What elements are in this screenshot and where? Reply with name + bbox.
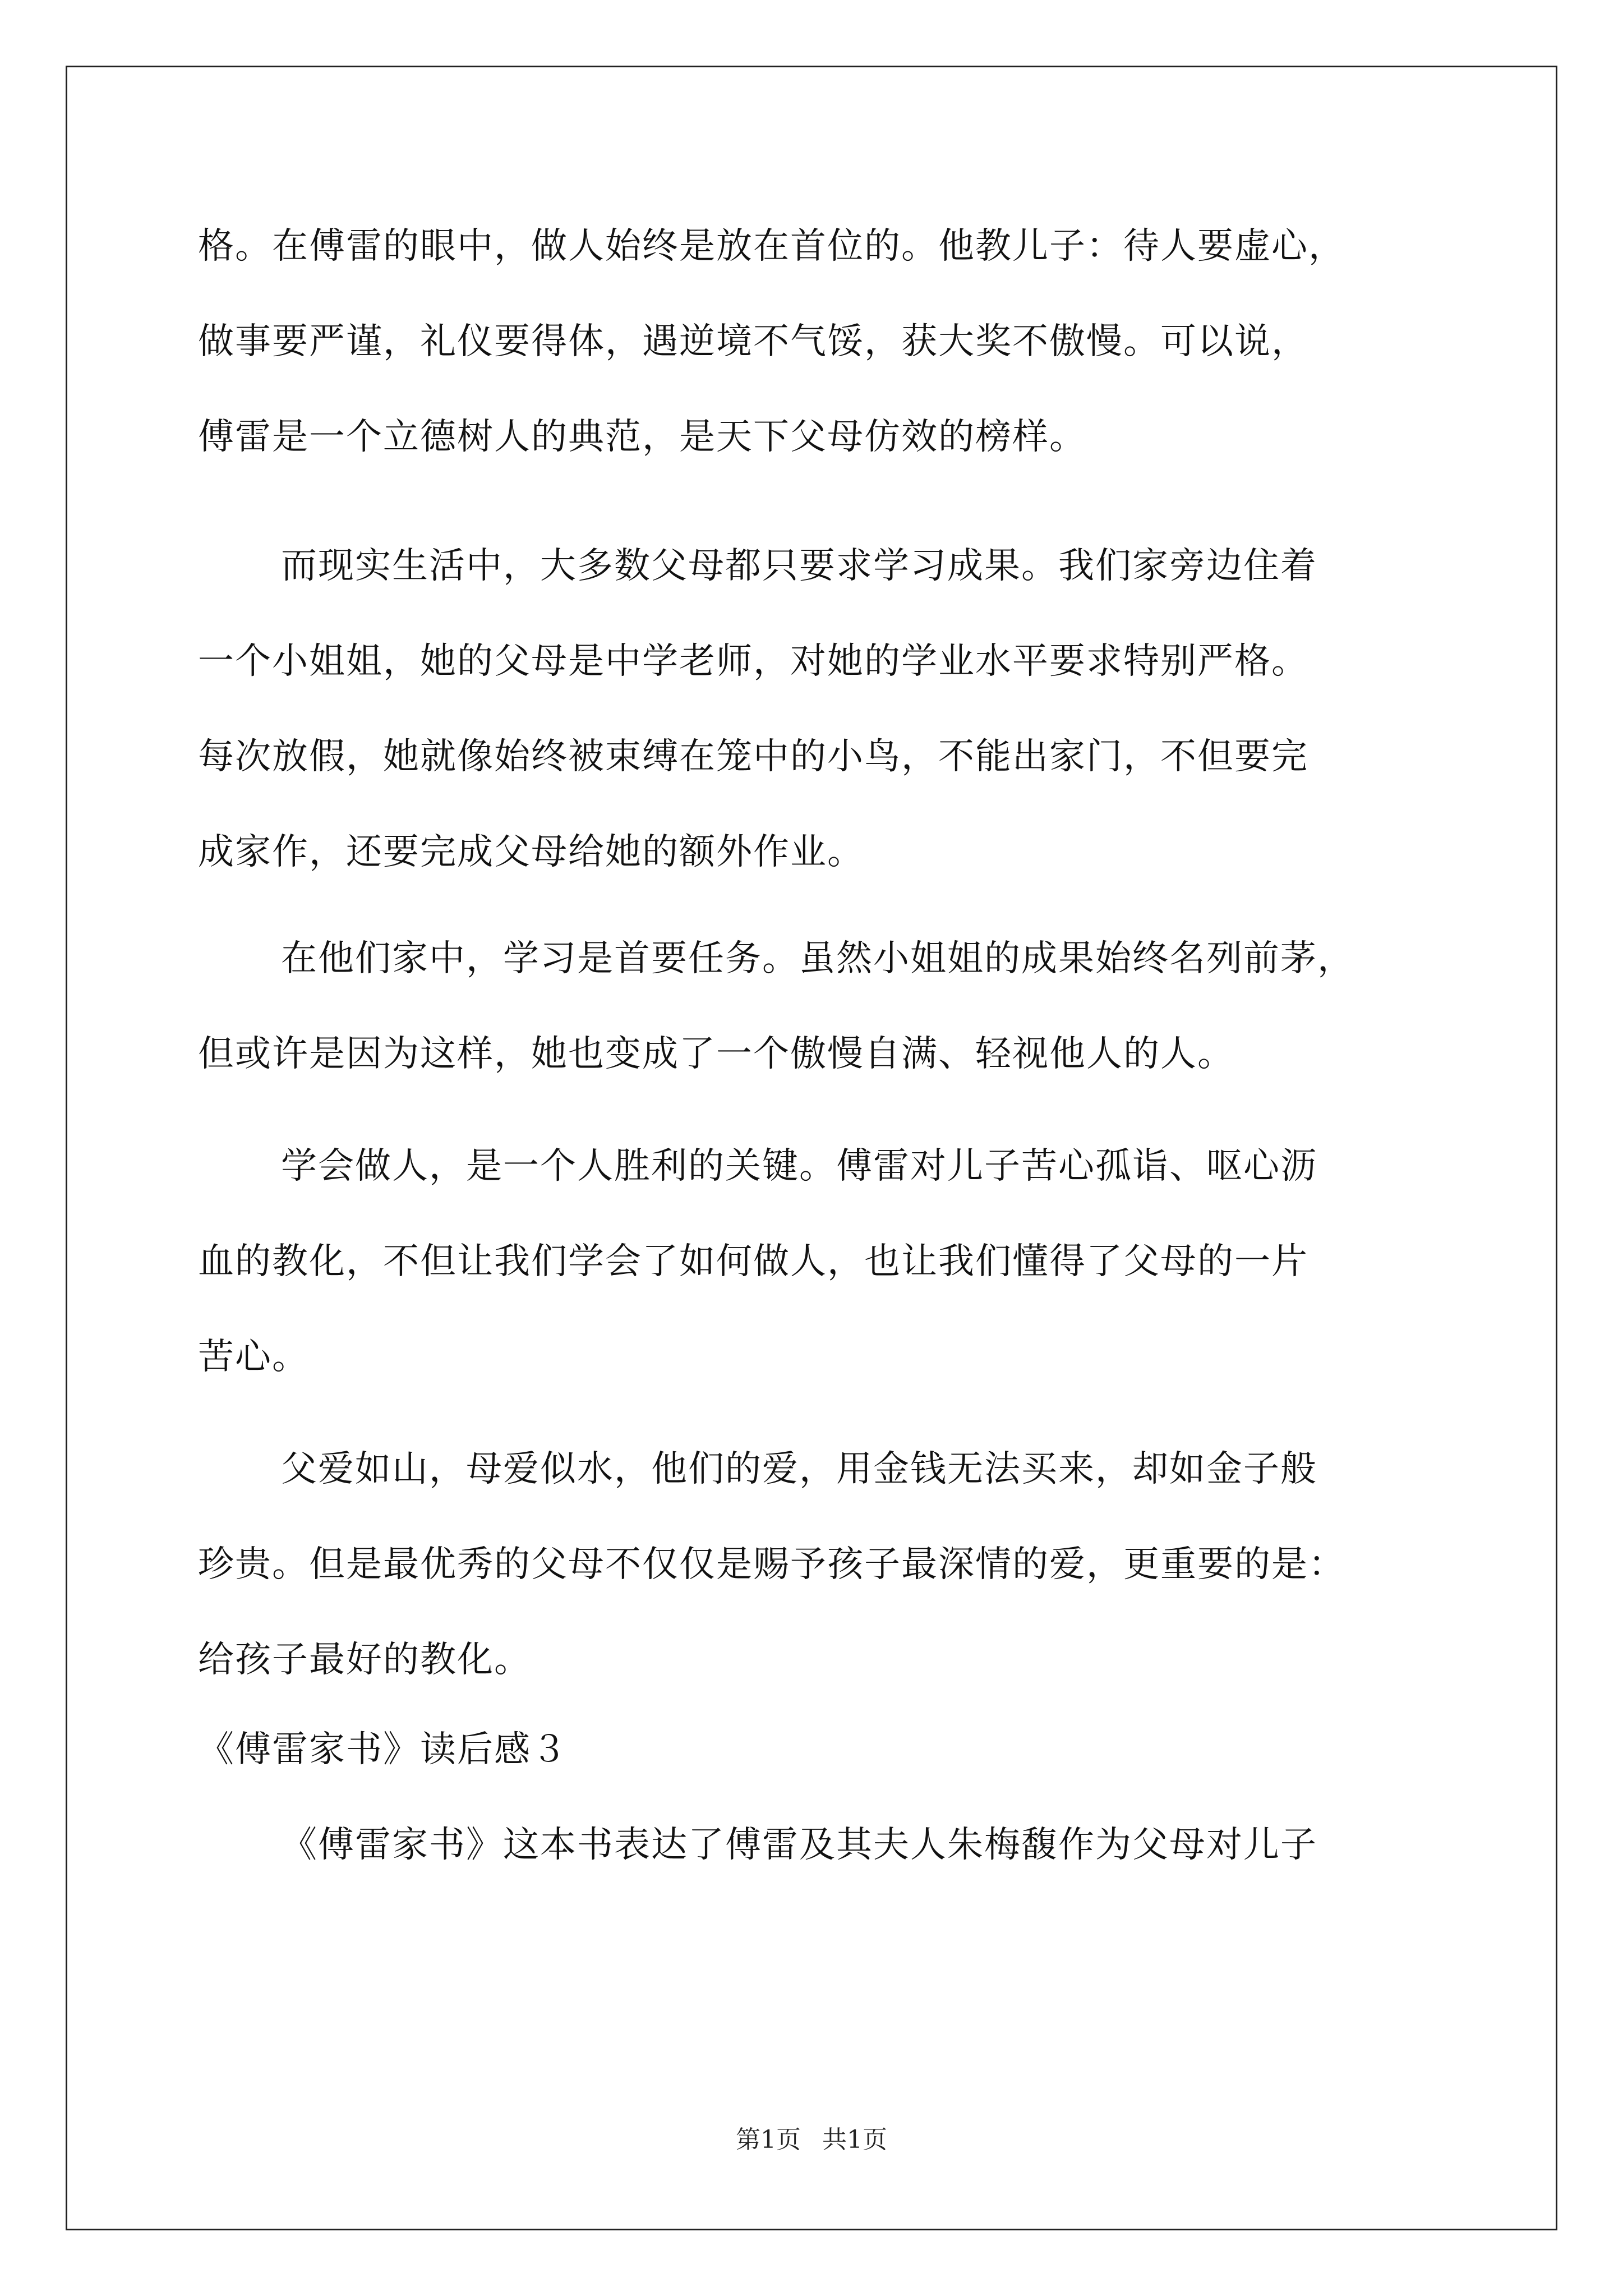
paragraph-line: 但或许是因为这样，她也变成了一个傲慢自满、轻视他人的人。 [198,1033,1234,1075]
paragraph-line: 《傅雷家书》这本书表达了傅雷及其夫人朱梅馥作为父母对儿子 [281,1824,1317,1866]
page-total: 共1页 [822,2125,887,2154]
section-heading: 《傅雷家书》读后感３ [198,1729,568,1770]
paragraph-line: 傅雷是一个立德树人的典范，是天下父母仿效的榜样。 [198,416,1086,458]
page-footer [0,2125,1623,2154]
paragraph-line: 做事要严谨，礼仪要得体，遇逆境不气馁，获大奖不傲慢。可以说， [198,321,1308,362]
paragraph-line: 格。在傅雷的眼中，做人始终是放在首位的。他教儿子：待人要虚心， [198,226,1345,267]
paragraph-line: 血的教化，不但让我们学会了如何做人，也让我们懂得了父母的一片 [198,1241,1308,1282]
paragraph-line: 珍贵。但是最优秀的父母不仅仅是赐予孩子最深情的爱，更重要的是： [198,1544,1345,1585]
paragraph-line: 在他们家中，学习是首要任务。虽然小姐姐的成果始终名列前茅， [281,938,1354,979]
paragraph-line: 成家作，还要完成父母给她的额外作业。 [198,831,864,873]
paragraph-line: 父爱如山，母爱似水，他们的爱，用金钱无法买来，却如金子般 [281,1448,1317,1490]
paragraph-line: 一个小姐姐，她的父母是中学老师，对她的学业水平要求特别严格。 [198,641,1308,682]
paragraph-line: 学会做人，是一个人胜利的关键。傅雷对儿子苦心孤诣、呕心沥 [281,1145,1317,1187]
paragraph-line: 给孩子最好的教化。 [198,1639,531,1681]
page-number: 第1页 [736,2125,801,2154]
paragraph-line: 而现实生活中，大多数父母都只要求学习成果。我们家旁边住着 [281,545,1317,587]
paragraph-line: 每次放假，她就像始终被束缚在笼中的小鸟，不能出家门，不但要完 [198,736,1308,777]
paragraph-line: 苦心。 [198,1336,309,1378]
